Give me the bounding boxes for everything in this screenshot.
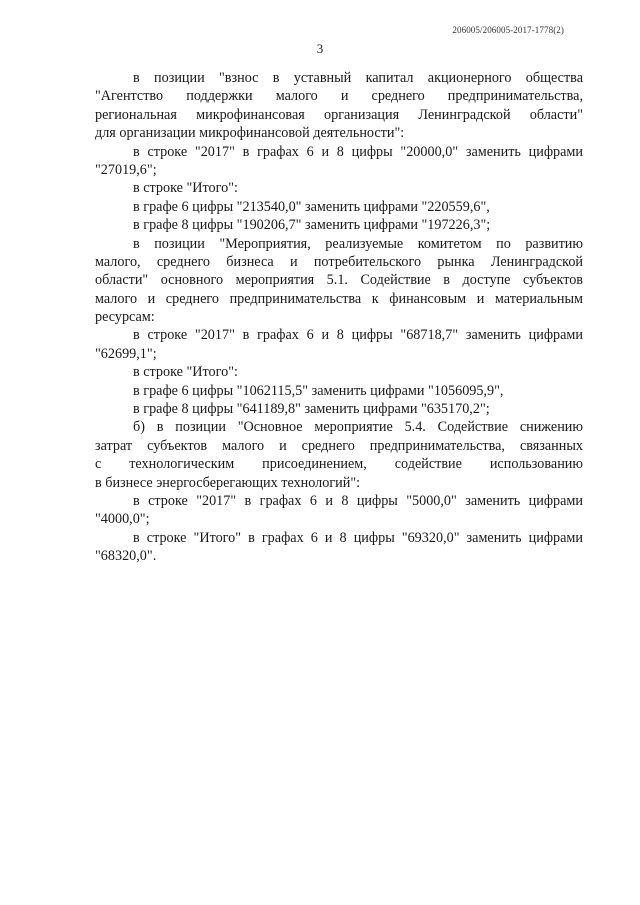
text-line: для организации микрофинансовой деятельности": — [95, 125, 405, 142]
text-line: малого, среднего бизнеса и потребительского рынка Ленинградской — [95, 253, 583, 270]
paragraph — [95, 400, 583, 418]
text-line: в графе 8 цифры "641189,8" заменить цифрами "635170,2"; — [133, 401, 490, 418]
paragraph — [95, 382, 583, 400]
document-body — [95, 69, 583, 566]
text-line: в строке "Итого": — [133, 180, 238, 197]
text-line: б) в позиции "Основное мероприятие 5.4. Содействие снижению — [133, 419, 583, 436]
text-line: региональная микрофинансовая организация Ленинградской области" — [95, 106, 583, 123]
text-line: "Агентство поддержки малого и среднего предпринимательства, — [95, 88, 583, 105]
paragraph — [95, 69, 583, 143]
paragraph — [95, 179, 583, 197]
text-line: в графе 8 цифры "190206,7" заменить цифрами "197226,3"; — [133, 217, 491, 234]
text-line: в позиции "Мероприятия, реализуемые комитетом по развитию — [133, 235, 583, 252]
text-line: в строке "2017" в графах 6 и 8 цифры "68718,7" заменить цифрами — [133, 327, 583, 344]
text-line: с технологическим присоединением, содействие использованию — [95, 456, 583, 473]
text-line: в строке "2017" в графах 6 и 8 цифры "5000,0" заменить цифрами — [133, 492, 583, 509]
paragraph — [95, 418, 583, 492]
paragraph — [95, 492, 583, 529]
text-line: в строке "Итого": — [133, 364, 238, 381]
text-line: "27019,6"; — [95, 161, 157, 178]
text-line: области" основного мероприятия 5.1. Содействие в доступе субъектов — [95, 272, 583, 289]
text-line: ресурсам: — [95, 309, 155, 326]
text-line: затрат субъектов малого и среднего предпринимательства, связанных — [95, 437, 583, 454]
document-id: 206005/206005-2017-1778(2) — [452, 25, 564, 35]
paragraph — [95, 235, 583, 327]
text-line: в строке "2017" в графах 6 и 8 цифры "20000,0" заменить цифрами — [133, 143, 583, 160]
text-line: в бизнесе энергосберегающих технологий": — [95, 474, 361, 491]
text-line: "68320,0". — [95, 548, 157, 565]
page-number: 3 — [316, 41, 324, 56]
text-line: малого и среднего предпринимательства к финансовым и материальным — [95, 290, 583, 307]
paragraph — [95, 326, 583, 363]
paragraph — [95, 529, 583, 566]
paragraph — [95, 216, 583, 234]
paragraph — [95, 363, 583, 381]
text-line: в позиции "взнос в уставный капитал акционерного общества — [133, 70, 583, 86]
paragraph — [95, 143, 583, 180]
text-line: "62699,1"; — [95, 345, 157, 362]
text-line: в графе 6 цифры "213540,0" заменить цифрами "220559,6", — [133, 198, 490, 215]
text-line: "4000,0"; — [95, 511, 150, 528]
text-line: в строке "Итого" в графах 6 и 8 цифры "69320,0" заменить цифрами — [133, 529, 583, 546]
text-line: в графе 6 цифры "1062115,5" заменить цифрами "1056095,9", — [133, 382, 504, 399]
paragraph — [95, 198, 583, 216]
